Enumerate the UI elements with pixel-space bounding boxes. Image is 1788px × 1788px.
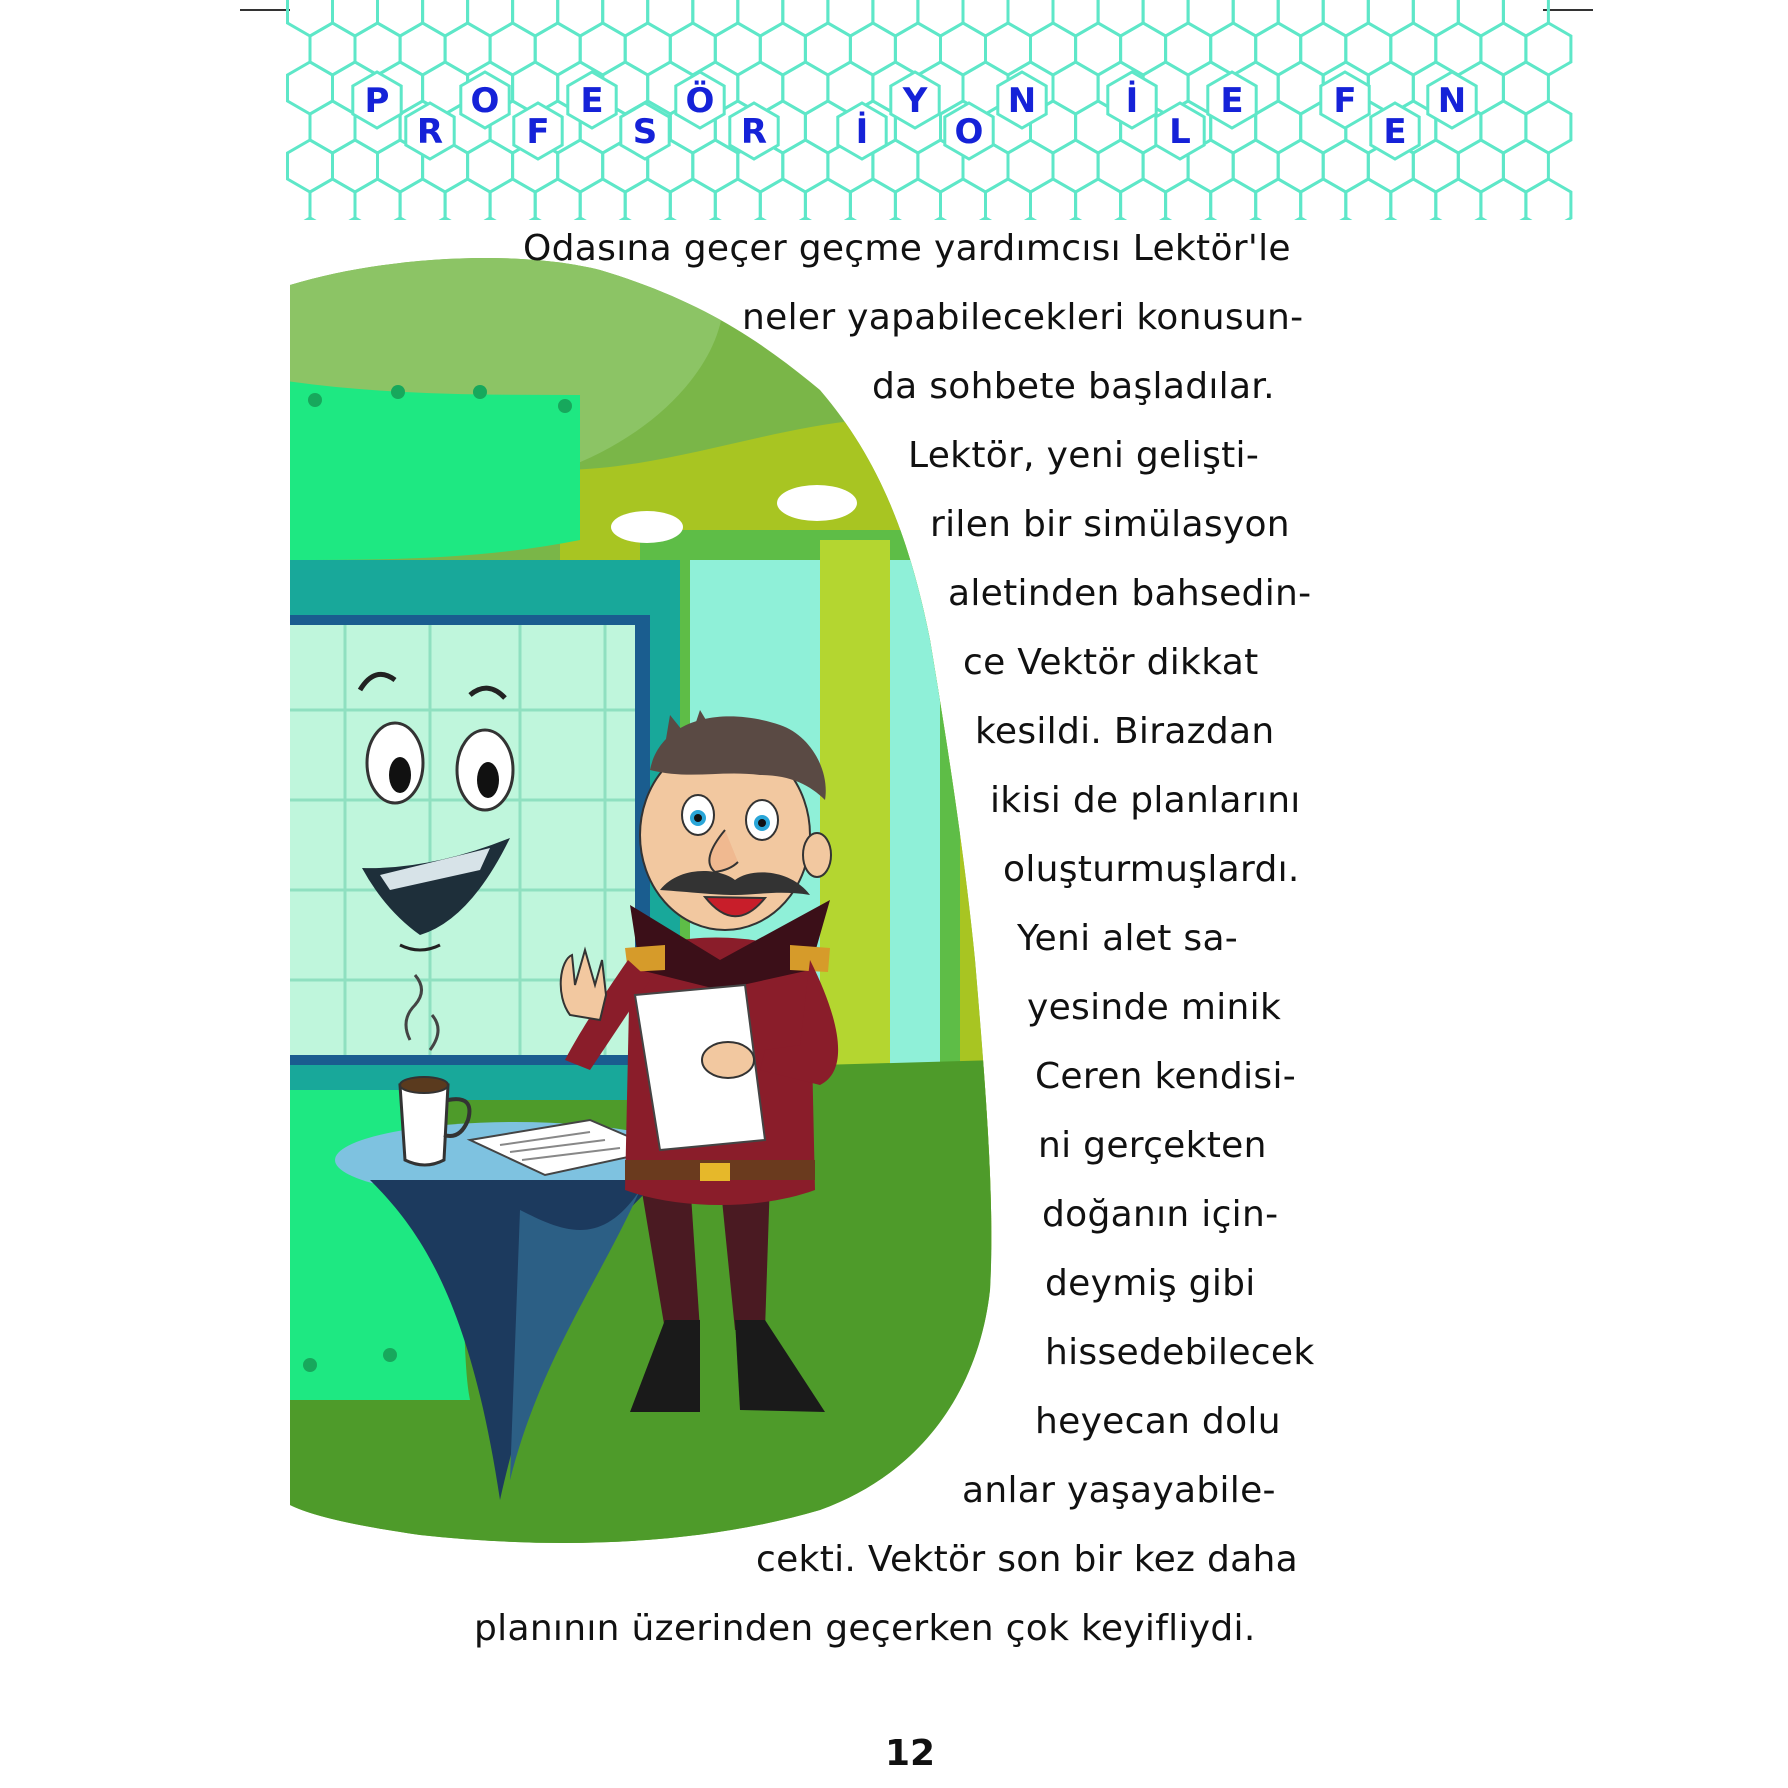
story-line-19: anlar yaşayabile- <box>962 1470 1276 1511</box>
story-line-7: ce Vektör dikkat <box>963 642 1259 683</box>
story-line-8: kesildi. Birazdan <box>975 711 1275 752</box>
story-line-12: yesinde minik <box>1027 987 1282 1028</box>
title-top-letter: F <box>1333 81 1357 121</box>
title-top-letter: O <box>470 81 500 121</box>
story-line-10: oluşturmuşlardı. <box>1003 849 1300 890</box>
story-line-20: cekti. Vektör son bir kez daha <box>756 1539 1298 1580</box>
story-line-17: hissedebilecek <box>1045 1332 1315 1373</box>
title-top-letter: E <box>1220 81 1244 121</box>
story-line-16: deymiş gibi <box>1045 1263 1256 1304</box>
story-line-15: doğanın için- <box>1042 1194 1279 1235</box>
page-number: 12 <box>884 1733 936 1774</box>
story-line-4: Lektör, yeni gelişti- <box>908 435 1260 476</box>
story-line-9: ikisi de planlarını <box>990 780 1301 821</box>
story-line-14: ni gerçekten <box>1038 1125 1267 1166</box>
title-bottom-letter: İ <box>855 112 869 152</box>
title-top-letter: Y <box>902 81 928 121</box>
story-line-11: Yeni alet sa- <box>1017 918 1239 959</box>
title-bottom-letter: O <box>954 112 984 152</box>
title-top-letter: İ <box>1125 81 1139 121</box>
title-top-letter: E <box>580 81 604 121</box>
title-bottom-letter: R <box>416 112 444 152</box>
title-bottom-letter: F <box>526 112 550 152</box>
story-line-3: da sohbete başladılar. <box>872 366 1275 407</box>
story-line-6: aletinden bahsedin- <box>948 573 1312 614</box>
title-bottom-letter: R <box>740 112 768 152</box>
title-bottom-letter: E <box>1383 112 1407 152</box>
title-bottom-letter: L <box>1169 112 1191 152</box>
story-line-5: rilen bir simülasyon <box>930 504 1290 545</box>
story-line-2: neler yapabilecekleri konusun- <box>742 297 1304 338</box>
story-line-1: Odasına geçer geçme yardımcısı Lektör'le <box>523 228 1291 269</box>
title-top-letter: N <box>1007 81 1037 121</box>
title-bottom-letter: S <box>632 112 658 152</box>
room-scene <box>280 250 1000 1550</box>
title-top-letter: P <box>364 81 390 121</box>
story-line-21: planının üzerinden geçerken çok keyifliydi. <box>474 1608 1256 1649</box>
title-top-letter: N <box>1437 81 1467 121</box>
story-line-18: heyecan dolu <box>1035 1401 1281 1442</box>
story-line-13: Ceren kendisi- <box>1035 1056 1297 1097</box>
title-top-letter: Ö <box>685 81 715 121</box>
